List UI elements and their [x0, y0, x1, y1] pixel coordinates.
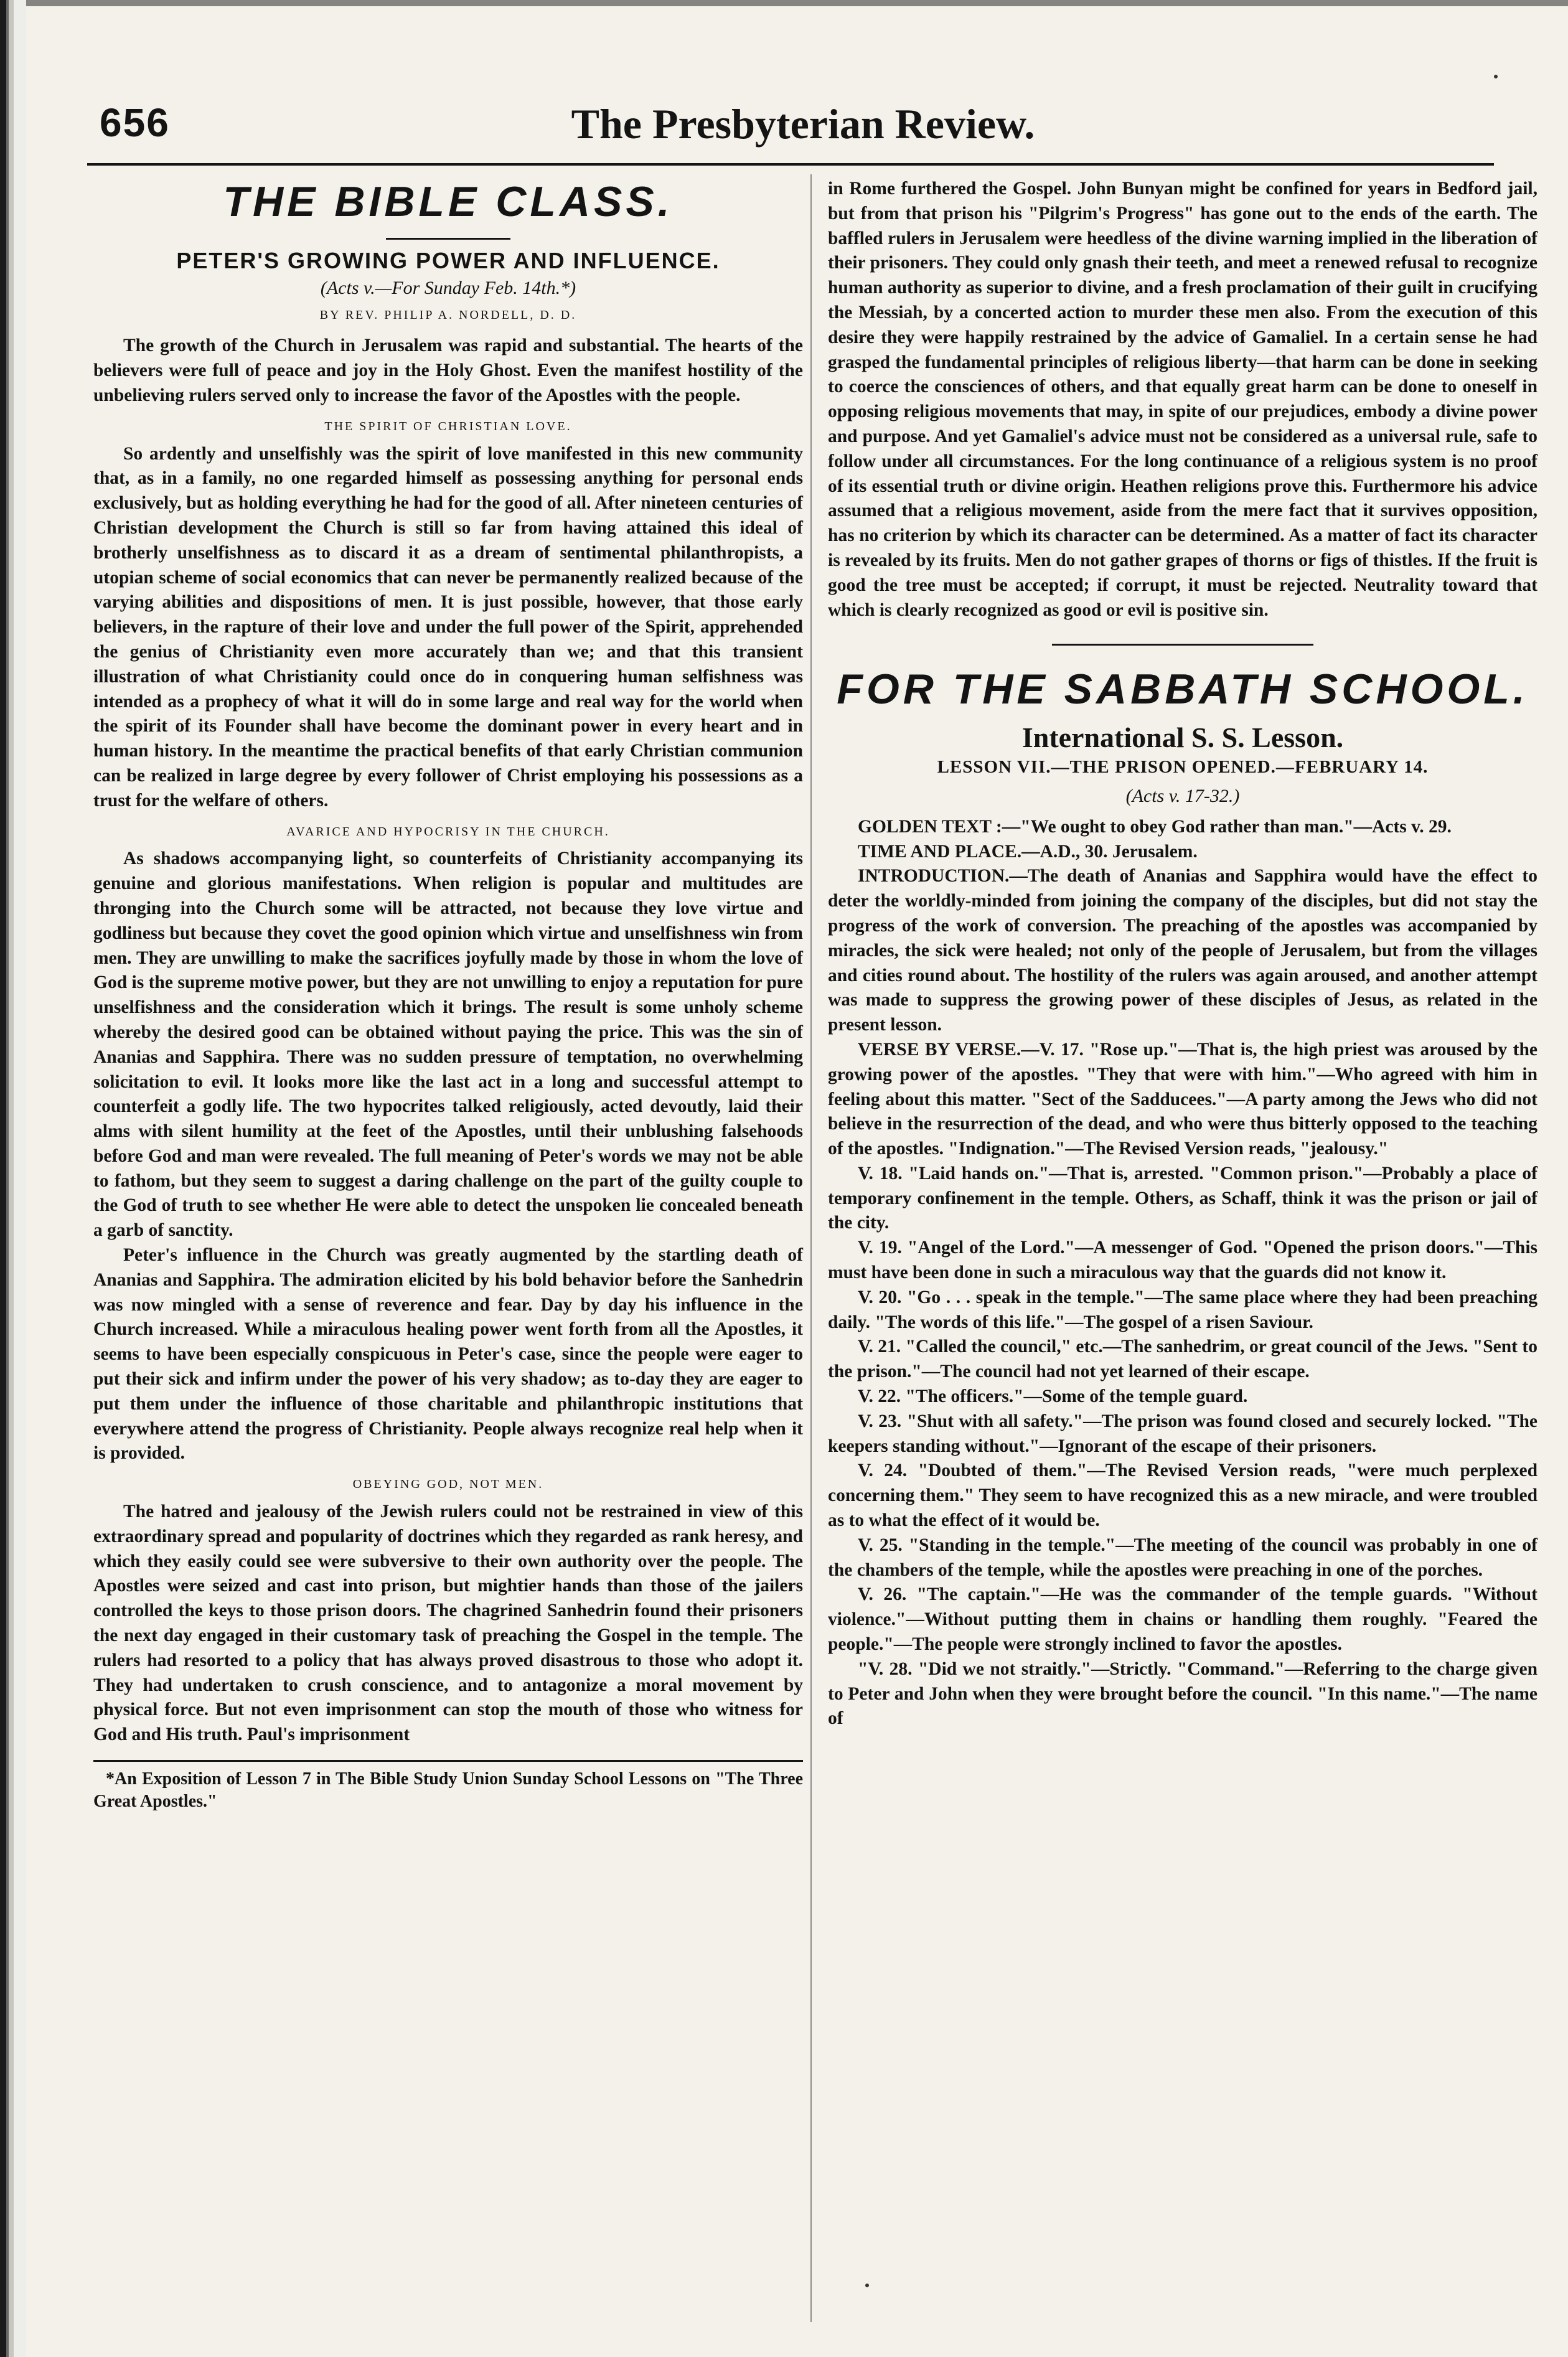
- lesson-reference: (Acts v. 17-32.): [1125, 785, 1240, 806]
- golden-text: GOLDEN TEXT :—"We ought to obey God rather than man."—Acts v. 29.: [858, 816, 1452, 837]
- speck: [1494, 75, 1498, 78]
- left-column: [93, 177, 803, 1813]
- subhead-obeying-god: OBEYING GOD, NOT MEN.: [352, 1477, 544, 1492]
- column-divider: [810, 174, 812, 2322]
- introduction: INTRODUCTION.—The death of Ananias and Sapphira would have the effect to deter the worldly-minded from joining the company of the disciples, but did not stay the progress of the work of conversion. The preaching of the apostles was accompanied by miracles, the sick were healed; not only of the people of Jerusalem, but from the villages and cities round about. The hostility of the rulers was again aroused, and another attempt was made to suppress the growing power of these disciples of Jesus, as related in the present lesson.: [828, 866, 1537, 1035]
- top-edge-line: [26, 0, 1568, 6]
- header-rule: [87, 163, 1494, 166]
- verse-20: V. 20. "Go . . . speak in the temple."—The same place where they had been preaching daily. "The words of this life."—The gospel of a risen Saviour.: [828, 1287, 1537, 1332]
- time-and-place: TIME AND PLACE.—A.D., 30. Jerusalem.: [858, 841, 1198, 862]
- lesson-heading: International S. S. Lesson.: [1021, 722, 1344, 754]
- binding-edge: [0, 0, 26, 2357]
- intro-paragraph: The growth of the Church in Jerusalem was rapid and substantial. The hearts of the believers were full of peace and joy in the Holy Ghost. Even the manifest hostility of the unbelieving rulers served only to increase the favor of the Apostles with the people.: [93, 336, 803, 405]
- paragraph-obeying-god: The hatred and jealousy of the Jewish rulers could not be restrained in view of this extraordinary spread and popularity of doctrines which they regarded as rank heresy, and which they easily could see were subversive to their own authority over the people. The Apostles were seized and cast into prison, but mightier hands than those of the jailers controlled the keys to those prison doors. The chagrined Sanhedrin found their prisoners the next day engaged in their customary task of preaching the Gospel in the temple. The rulers had resorted to a policy that has always proved disastrous to those who adopt it. They had undertaken to crush conscience, and to antagonize a moral movement by physical force. But not even imprisonment can stop the mouth of those who witness for God and His truth. Paul's imprisonment: [93, 1502, 803, 1745]
- section-rule: [1052, 644, 1313, 646]
- verse-22: V. 22. "The officers."—Some of the temple guard.: [858, 1386, 1248, 1407]
- lesson-line: LESSON VII.—THE PRISON OPENED.—FEBRUARY 14.: [937, 757, 1429, 778]
- verse-19: V. 19. "Angel of the Lord."—A messenger of God. "Opened the prison doors."—This must have been done in such a miraculous way that the guards did not know it.: [828, 1238, 1537, 1283]
- section-title-bible-class: THE BIBLE CLASS.: [223, 178, 674, 225]
- page-header: [100, 100, 1506, 168]
- running-title: The Presbyterian Review.: [571, 100, 1035, 148]
- article-title: PETER'S GROWING POWER AND INFLUENCE.: [176, 248, 720, 273]
- verse-25: V. 25. "Standing in the temple."—The meeting of the council was probably in one of the chambers of the temple, while the apostles were preaching in one of the porches.: [828, 1535, 1537, 1580]
- footnote-rule: [93, 1760, 803, 1762]
- page-number: 656: [100, 100, 170, 145]
- article-subtitle: (Acts v.—For Sunday Feb. 14th.*): [320, 277, 576, 298]
- paragraph-christian-love: So ardently and unselfishly was the spirit of love manifested in this new community that, as in a family, no one regarded himself as possessing anything for personal ends exclusively, but as holding everything he had for the good of all. After nineteen centuries of Christian development the Church is still so far from having attained this ideal of brotherly unselfishness as to discard it as a dream of sentimental philanthropists, a utopian scheme of social economics that can never be permanently realized because of the varying abilities and dispositions of men. It is just possible, however, that those early believers, in the rapture of their love and under the full power of the Spirit, apprehended the genius of Christianity even more accurately than we; and that this transient illustration of what Christianity could once do in conquering human selfishness was intended as a prophecy of what it will do in some large and real way for the world when the spirit of its Founder shall have become the dominant power in every heart and in human history. In the meantime the practical benefits of that early Christian communion can be realized in large degree by every follower of Christ employing his possessions as a trust for the welfare of others.: [93, 443, 803, 811]
- byline: BY REV. PHILIP A. NORDELL, D. D.: [319, 308, 577, 322]
- verse-23: V. 23. "Shut with all safety."—The prison was found closed and securely locked. "The keepers standing without."—Ignorant of the escape of their prisoners.: [828, 1411, 1537, 1456]
- verse-18: V. 18. "Laid hands on."—That is, arrested. "Common prison."—Probably a place of temporary confinement in the temple. Others, as Schaff, think it was the prison or jail of the city.: [828, 1163, 1537, 1233]
- paragraph-peters-influence: Peter's influence in the Church was greatly augmented by the startling death of Ananias and Sapphira. The admiration elicited by his bold behavior before the Sanhedrin was now mingled with a sense of reverence and fear. Day by day his influence in the Church increased. While a miraculous healing power went forth from all the Apostles, it seems to have been especially conspicuous in Peter's case, since the people were eager to put their sick and infirm under the power of his very shadow; as to-day they are eager to put them under the influence of those charitable and philanthropic institutions that everywhere attend the progress of Christianity. People always recognize real help when it is provided.: [93, 1245, 803, 1464]
- footnote: *An Exposition of Lesson 7 in The Bible Study Union Sunday School Lessons on "The Three Great Apostles.": [93, 1769, 803, 1812]
- verse-28: "V. 28. "Did we not straitly."—Strictly. "Command."—Referring to the charge given to Peter and John when they were brought before the council. "In this name."—The name of: [828, 1658, 1537, 1729]
- subhead-avarice: AVARICE AND HYPOCRISY IN THE CHURCH.: [286, 824, 610, 839]
- subhead-christian-love: THE SPIRIT OF CHRISTIAN LOVE.: [324, 419, 572, 433]
- verse-26: V. 26. "The captain."—He was the commander of the temple guards. "Without violence."—Without putting them in chains or handling them roughly. "Feared the people."—The people were strongly inclined to favor the apostles.: [828, 1584, 1537, 1655]
- continuation-paragraph: in Rome furthered the Gospel. John Bunyan might be confined for years in Bedford jail, but from that prison his "Pilgrim's Progress" has gone out to the ends of the earth. The baffled rulers in Jerusalem were heedless of the divine warning implied in the liberation of their prisoners. They could only gnash their teeth, and meet a renewed refusal to recognize human authority as superior to divine, and a fresh proclamation of their guilt in crucifying the Messiah, by a concerted action to murder these men also. From the execution of this desire they were happily restrained by the advice of Gamaliel. In a certain sense he had grasped the fundamental principles of religious liberty—that harm can be done in seeking to coerce the consciences of others, and that equally great harm can be done to oneself in opposing religious movements that may, in spite of our prejudices, embody a divine power and purpose. And yet Gamaliel's advice must not be considered as a universal rule, safe to follow under all circumstances. For the long continuance of a religious system is no proof of its essential truth or divine origin. Heathen religions prove this. Furthermore his advice assumed that a religious movement, aside from the mere fact that it survives opposition, has no criterion by which its character can be determined. As a matter of fact its character is revealed by its fruits. Men do not gather grapes of thorns or figs of thistles. If the fruit is good the tree must be accepted; if corrupt, it must be rejected. Neutrality toward that which is clearly recognized as good or evil is positive sin.: [828, 179, 1537, 620]
- verse-17: VERSE BY VERSE.—V. 17. "Rose up."—That is, the high priest was aroused by the growing power of the apostles. "They that were with him."—Who agreed with him in feeling about this matter. "Sect of the Sadducees."—A party among the Jews who did not believe in the resurrection of the dead, and who were thus bitterly opposed to the teaching of the apostles. "Indignation."—The Revised Version reads, "jealousy.": [828, 1039, 1537, 1159]
- right-column: [828, 177, 1537, 1731]
- speck: [865, 2284, 869, 2287]
- verse-21: V. 21. "Called the council," etc.—The sanhedrim, or great council of the Jews. "Sent to the prison."—The council had not yet learned of their escape.: [828, 1337, 1537, 1382]
- paragraph-avarice: As shadows accompanying light, so counterfeits of Christianity accompanying its genuine and glorious manifestations. When religion is popular and multitudes are thronging into the Church some will be attracted, not because they love virtue and godliness but because they covet the good opinion which virtue and unselfishness win from men. They are unwilling to make the sacrifices joyfully made by those in whom the love of God is the supreme motive power, but they are not unwilling to enjoy a reputation for pure unselfishness and the consideration which it brings. The result is some unholy scheme whereby the desired good can be obtained without paying the price. This was the sin of Ananias and Sapphira. There was no sudden pressure of temptation, no overwhelming solicitation to evil. It looks more like the last act in a long and successful attempt to counterfeit a godly life. The two hypocrites talked religiously, acted devoutly, laid their alms with silent humility at the feet of the Apostles, until their unblushing falsehoods before God and man were revealed. The full meaning of Peter's words we may not be able to fathom, but they seem to suggest a daring challenge on the part of the guilty couple to the God of truth to see whether He were able to detect the unspoken lie concealed beneath a garb of sanctity.: [93, 849, 803, 1241]
- section-title-sabbath-school: FOR THE SABBATH SCHOOL.: [837, 666, 1529, 713]
- title-rule: [386, 238, 510, 240]
- verse-24: V. 24. "Doubted of them."—The Revised Version reads, "were much perplexed concerning them." They seem to have recognized this as a new miracle, and were troubled as to what the effect of it would be.: [828, 1461, 1537, 1531]
